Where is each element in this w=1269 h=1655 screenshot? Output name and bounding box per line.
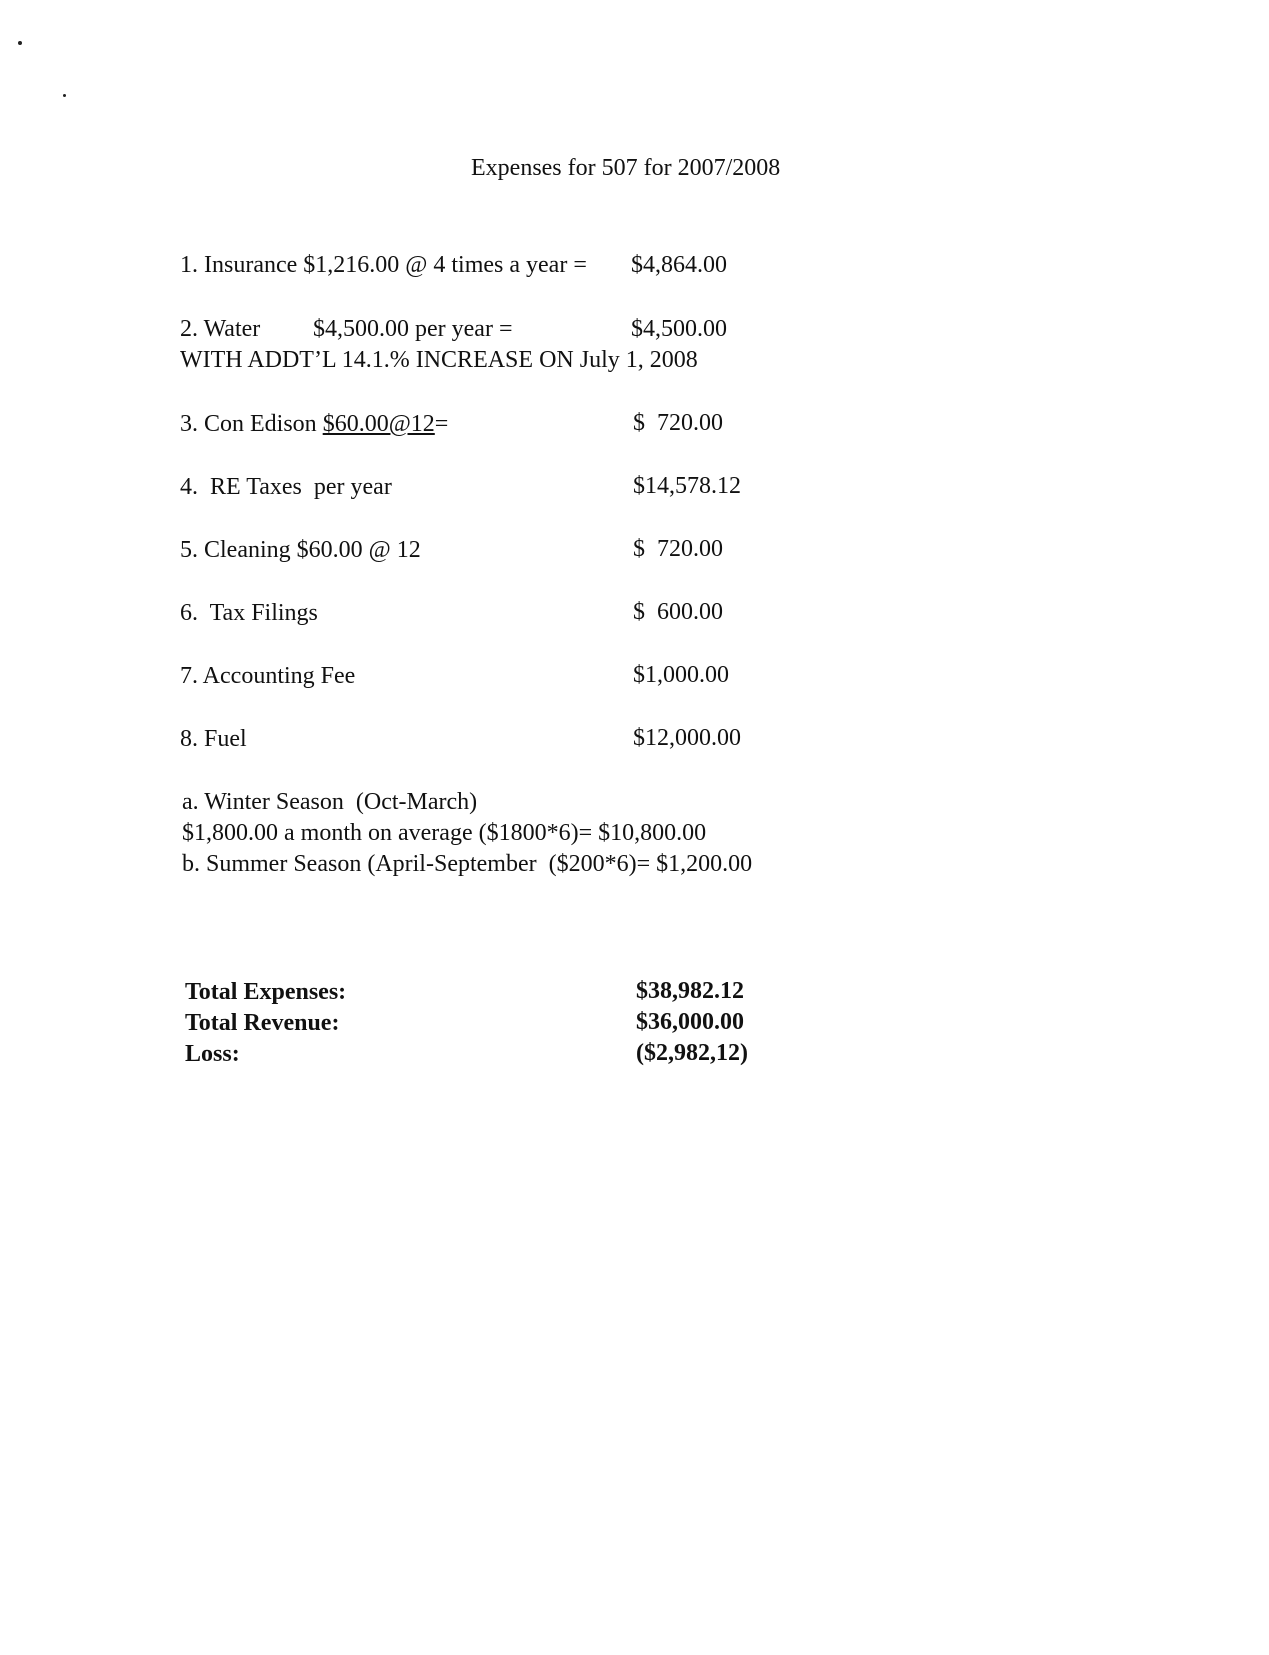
item-accounting-fee-amount: $1,000.00 — [633, 662, 729, 688]
item-cleaning-amount: $ 720.00 — [633, 536, 723, 562]
item-cleaning-label: 5. Cleaning $60.00 @ 12 — [180, 537, 421, 563]
total-expenses-label: Total Expenses: — [185, 979, 347, 1005]
loss-label: Loss: — [185, 1041, 240, 1067]
fuel-summer-season: b. Summer Season (April-September ($200*6)= $1,200.00 — [182, 851, 753, 877]
item-con-edison-suffix: = — [434, 411, 449, 437]
scan-speck — [18, 41, 22, 45]
item-accounting-fee-label: 7. Accounting Fee — [180, 663, 356, 689]
item-tax-filings-label: 6. Tax Filings — [180, 600, 318, 626]
item-water-detail: $4,500.00 per year = — [313, 316, 513, 342]
item-con-edison-amount: $ 720.00 — [633, 410, 723, 436]
item-con-edison-label — [180, 412, 448, 436]
item-con-edison-underlined: $60.00@12 — [322, 411, 435, 437]
item-insurance-label: 1. Insurance $1,216.00 @ 4 times a year = — [180, 252, 587, 278]
item-tax-filings-amount: $ 600.00 — [633, 599, 723, 625]
fuel-winter-average: $1,800.00 a month on average ($1800*6)= $10,800.00 — [182, 820, 707, 846]
total-expenses-amount: $38,982.12 — [636, 978, 744, 1004]
item-fuel-amount: $12,000.00 — [633, 725, 741, 751]
item-water-label: 2. Water — [180, 316, 261, 342]
fuel-winter-season: a. Winter Season (Oct-March) — [182, 789, 478, 815]
total-revenue-amount: $36,000.00 — [636, 1009, 744, 1035]
item-insurance-amount: $4,864.00 — [631, 252, 727, 278]
item-re-taxes-amount: $14,578.12 — [633, 473, 741, 499]
item-re-taxes-label: 4. RE Taxes per year — [180, 474, 392, 500]
loss-amount: ($2,982,12) — [636, 1040, 748, 1066]
item-con-edison-text: 3. Con Edison — [180, 411, 323, 437]
total-revenue-label: Total Revenue: — [185, 1010, 340, 1036]
item-fuel-label: 8. Fuel — [180, 726, 247, 752]
item-water-note: WITH ADDT’L 14.1.% INCREASE ON July 1, 2008 — [180, 347, 698, 373]
item-water-amount: $4,500.00 — [631, 316, 727, 342]
scan-speck — [63, 94, 66, 97]
page-title: Expenses for 507 for 2007/2008 — [471, 155, 781, 181]
